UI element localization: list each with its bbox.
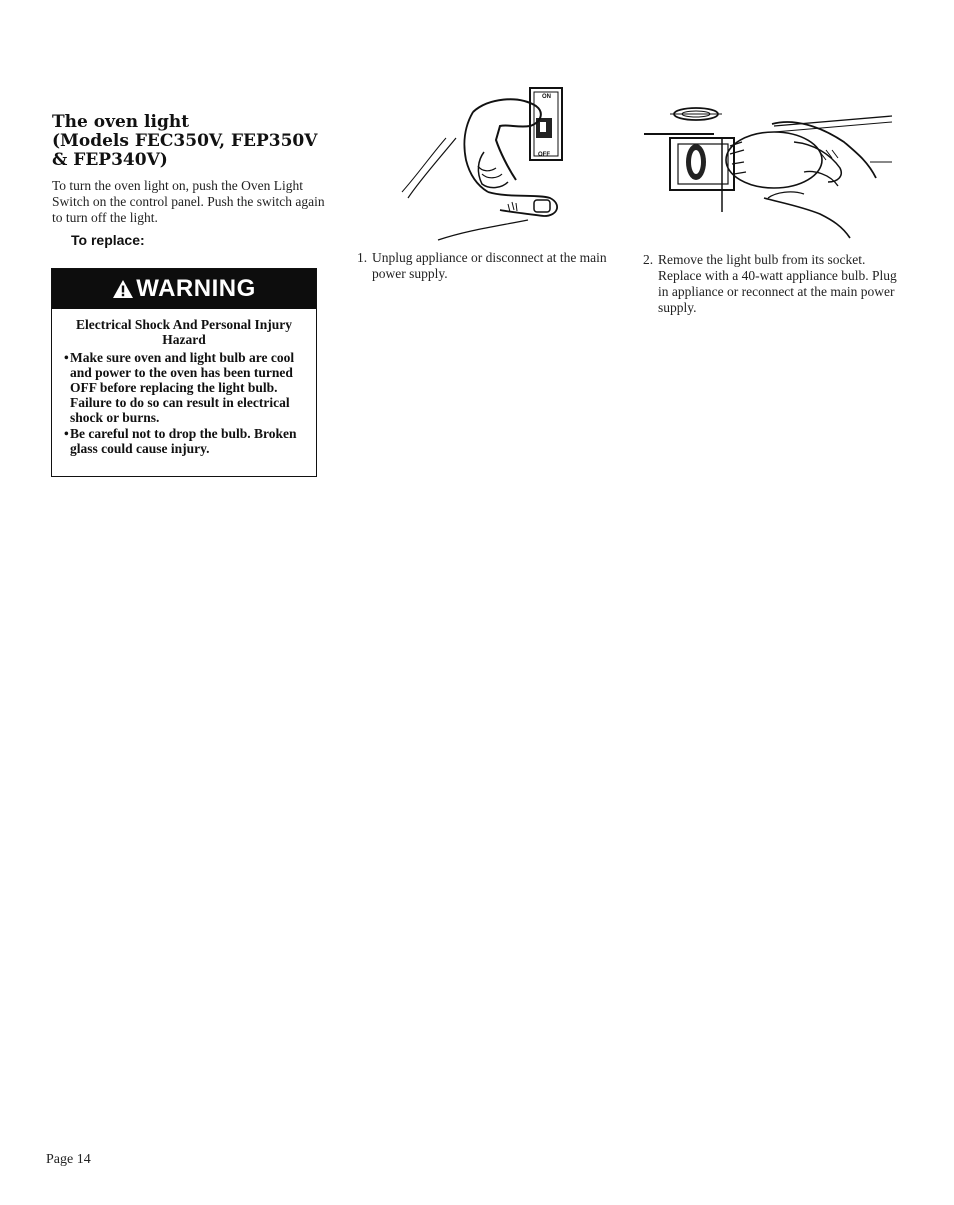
- page-number: Page 14: [46, 1152, 91, 1167]
- warning-box: [51, 268, 317, 477]
- warning-subtitle: Electrical Shock And Personal Injury Hazard: [75, 317, 292, 347]
- bulb-replacement-illustration: [644, 102, 896, 246]
- title-line-3: & FEP340V): [52, 150, 168, 170]
- step-number: 2.: [643, 252, 654, 267]
- warning-triangle-icon: [112, 278, 134, 300]
- warning-item: [64, 350, 310, 425]
- bullet-icon: •: [64, 426, 69, 441]
- warning-heading: WARNING: [136, 275, 256, 302]
- title-line-2: (Models FEC350V, FEP350V: [52, 131, 318, 151]
- switch-on-label: ON: [542, 94, 551, 100]
- section-title: [52, 113, 342, 170]
- bullet-icon: •: [64, 350, 69, 365]
- unplug-switch-illustration: [378, 80, 578, 245]
- step-2: [643, 252, 901, 316]
- warning-header: [52, 269, 316, 309]
- warning-item: [64, 426, 310, 456]
- warning-item-text: Be careful not to drop the bulb. Broken glass could cause injury.: [70, 426, 297, 456]
- warning-item-text: Make sure oven and light bulb are cool and power to the oven has been turned OFF before replacing the light bulb. Failure to do so can result in electrical shock or burns.: [70, 350, 295, 425]
- step-text: Unplug appliance or disconnect at the main power supply.: [372, 250, 607, 281]
- step-1: [357, 250, 607, 282]
- to-replace-heading: To replace:: [71, 232, 145, 248]
- warning-list: [52, 350, 316, 456]
- step-text: Remove the light bulb from its socket. Replace with a 40-watt appliance bulb. Plug in appliance or reconnect at the main power supply.: [658, 252, 897, 315]
- switch-off-label: OFF: [538, 152, 550, 158]
- intro-paragraph: To turn the oven light on, push the Oven Light Switch on the control panel. Push the switch again to turn off the light.: [52, 178, 325, 225]
- step-number: 1.: [357, 250, 368, 265]
- title-line-1: The oven light: [52, 112, 190, 132]
